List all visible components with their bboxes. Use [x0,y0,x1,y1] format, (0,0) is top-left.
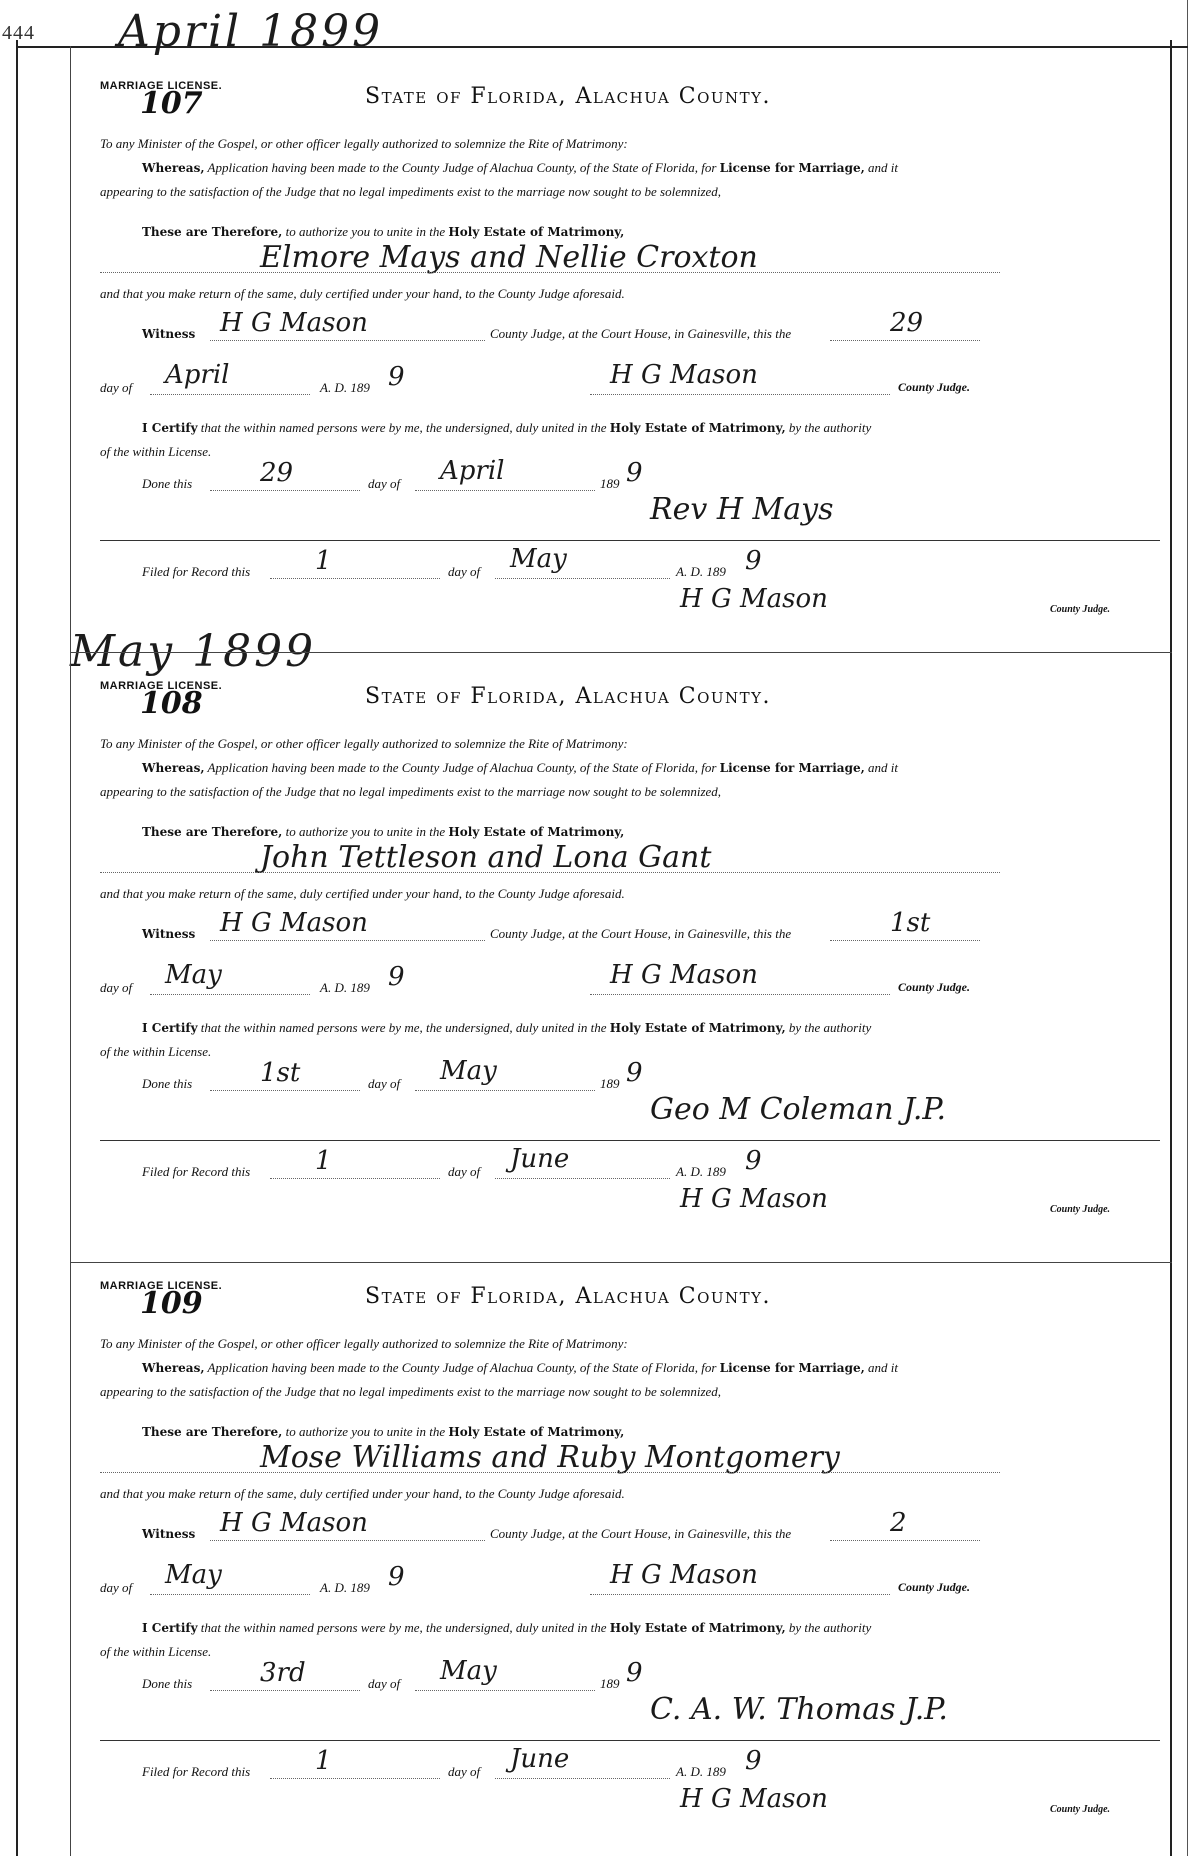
make-return-text: and that you make return of the same, duly certified under your hand, to the County Judge aforesaid. [100,286,625,301]
certify-text: that the within named persons were by me, the undersigned, duly united in the [200,420,607,435]
holy-estate-words: Holy Estate of Matrimony, [448,225,625,239]
of-within-license-text: of the within License. [100,444,212,459]
state-county-title: State of Florida, Alachua County. [365,84,772,109]
filed-for-record-label: Filed for Record this [142,1764,251,1779]
whereas-word: Whereas, [142,1361,205,1375]
parties-names: John Tettleson and Lona Gant [260,840,712,875]
done-day: 3rd [260,1658,306,1688]
filed-year-digit: 9 [745,1146,762,1176]
issue-year-digit: 9 [388,1562,405,1592]
judge-signature: H G Mason [610,960,758,990]
filed-day: 1 [315,546,332,576]
county-judge-small-label: County Judge. [1050,604,1111,615]
ad-label: A. D. 189 [320,1580,370,1595]
these-are-line [142,824,624,840]
day-of-label-2: day of [368,476,401,491]
marriage-license-block [70,1264,1160,1824]
filed-day-line [270,1778,440,1779]
appearing-text: appearing to the satisfaction of the Judge that no legal impediments exist to the marriage now sought to be solemnized, [100,184,722,199]
holy-estate-words: Holy Estate of Matrimony, [448,1425,625,1439]
marriage-license-block [70,664,1160,1224]
page-left-border [16,40,18,1856]
issue-day-line [830,940,980,941]
whereas-line [142,160,898,176]
state-county-title: State of Florida, Alachua County. [365,684,772,709]
these-are-line [142,1424,624,1440]
license-number: 107 [140,86,203,121]
of-within-license-text: of the within License. [100,1644,212,1659]
month-heading-may: May 1899 [70,626,317,677]
parties-line [100,272,1000,273]
appearing-text: appearing to the satisfaction of the Judge that no legal impediments exist to the marriage now sought to be solemnized, [100,784,722,799]
officiant-signature: Geo M Coleman J.P. [650,1092,947,1127]
whereas-text: Application having been made to the County Judge of Alachua County, of the State of Florida, for [207,760,717,775]
filed-year-digit: 9 [745,1746,762,1776]
whereas-line [142,760,898,776]
done-month: May [440,1656,497,1686]
and-it-text: and it [868,760,899,775]
parties-names: Mose Williams and Ruby Montgomery [260,1440,840,1475]
authorize-text: to authorize you to unite in the [285,224,446,239]
year-prefix: 189 [600,476,620,491]
witness-line [210,940,485,941]
filed-day-line [270,1178,440,1179]
witness-judge-name: H G Mason [220,908,368,938]
filed-for-record-label: Filed for Record this [142,564,251,579]
filed-month: May [510,544,567,574]
day-of-label-2: day of [368,1676,401,1691]
these-are-therefore: These are Therefore, [142,1425,283,1439]
done-month: May [440,1056,497,1086]
done-day: 1st [260,1058,301,1088]
these-are-therefore: These are Therefore, [142,825,283,839]
judge-signature-line [590,1594,890,1595]
judge-signature-line [590,394,890,395]
certify-word: I Certify [142,421,198,435]
filed-day: 1 [315,1746,332,1776]
county-judge-label: County Judge. [898,380,971,394]
holy-estate-words: Holy Estate of Matrimony, [448,825,625,839]
appearing-text: appearing to the satisfaction of the Judge that no legal impediments exist to the marriage now sought to be solemnized, [100,1384,722,1399]
these-are-therefore: These are Therefore, [142,225,283,239]
done-year-digit: 9 [626,1658,643,1688]
officiant-signature: C. A. W. Thomas J.P. [650,1692,948,1727]
day-of-label: day of [100,980,133,995]
witness-judge-name: H G Mason [220,308,368,338]
license-number: 109 [140,1286,203,1321]
filed-signature: H G Mason [680,584,828,614]
filed-for-record-label: Filed for Record this [142,1164,251,1179]
done-year-digit: 9 [626,458,643,488]
day-of-label: day of [100,380,133,395]
witness-word: Witness [142,927,196,941]
certify-line [142,1020,871,1036]
issue-day-line [830,1540,980,1541]
issue-month-line [150,1594,310,1595]
ad-label-2: A. D. 189 [676,564,726,579]
day-of-label-2: day of [368,1076,401,1091]
issue-month-line [150,994,310,995]
by-authority-text: by the authority [788,1620,872,1635]
witness-judge-name: H G Mason [220,1508,368,1538]
day-of-label-3: day of [448,1764,481,1779]
ad-label-2: A. D. 189 [676,1764,726,1779]
year-prefix: 189 [600,1676,620,1691]
day-of-label: day of [100,1580,133,1595]
filed-month-line [495,578,670,579]
ad-label-2: A. D. 189 [676,1164,726,1179]
authorize-text: to authorize you to unite in the [285,824,446,839]
done-month-line [415,1690,595,1691]
page-right-border [1170,40,1172,1856]
done-month-line [415,1090,595,1091]
page-number: 444 [2,22,35,44]
issue-day: 29 [890,308,924,338]
filed-signature: H G Mason [680,1784,828,1814]
license-heading: MARRIAGE LICENSE. [100,680,223,692]
and-it-text: and it [868,160,899,175]
county-judge-small-label: County Judge. [1050,1204,1111,1215]
judge-signature: H G Mason [610,1560,758,1590]
whereas-line [142,1360,898,1376]
done-month: April [440,456,505,486]
county-judge-label: County Judge. [898,1580,971,1594]
done-day-line [210,1690,360,1691]
filed-month-line [495,1778,670,1779]
issue-year-digit: 9 [388,362,405,392]
block-divider [70,1262,1172,1263]
page-edge-rule [1187,0,1188,1856]
county-judge-label: County Judge. [898,980,971,994]
make-return-text: and that you make return of the same, duly certified under your hand, to the County Judge aforesaid. [100,886,625,901]
day-of-label-3: day of [448,1164,481,1179]
to-any-minister-text: To any Minister of the Gospel, or other officer legally authorized to solemnize the Rite of Matrimony: [100,736,628,751]
and-it-text: and it [868,1360,899,1375]
ad-label: A. D. 189 [320,980,370,995]
done-year-digit: 9 [626,1058,643,1088]
certify-text: that the within named persons were by me, the undersigned, duly united in the [200,1620,607,1635]
filed-month-line [495,1178,670,1179]
state-county-title: State of Florida, Alachua County. [365,1284,772,1309]
month-heading-april: April 1899 [118,6,384,57]
certify-word: I Certify [142,1021,198,1035]
issue-day: 1st [890,908,931,938]
certify-line [142,1620,871,1636]
done-day-line [210,490,360,491]
officiant-signature: Rev H Mays [650,492,834,527]
done-month-line [415,490,595,491]
holy-estate-words-2: Holy Estate of Matrimony, [609,1621,786,1635]
parties-line [100,1472,1000,1473]
make-return-text: and that you make return of the same, duly certified under your hand, to the County Judge aforesaid. [100,1486,625,1501]
issue-month: May [165,1560,222,1590]
to-any-minister-text: To any Minister of the Gospel, or other officer legally authorized to solemnize the Rite of Matrimony: [100,136,628,151]
authorize-text: to authorize you to unite in the [285,1424,446,1439]
issue-day: 2 [890,1508,907,1538]
block-divider [70,652,1172,653]
whereas-word: Whereas, [142,161,205,175]
court-house-text: County Judge, at the Court House, in Gainesville, this the [490,1526,792,1541]
license-heading: MARRIAGE LICENSE. [100,80,223,92]
filed-day-line [270,578,440,579]
holy-estate-words-2: Holy Estate of Matrimony, [609,1021,786,1035]
whereas-text: Application having been made to the County Judge of Alachua County, of the State of Florida, for [207,160,717,175]
filed-signature: H G Mason [680,1184,828,1214]
section-rule [100,1740,1160,1741]
license-for-marriage: License for Marriage, [719,761,865,775]
witness-line [210,340,485,341]
section-rule [100,540,1160,541]
witness-word: Witness [142,327,196,341]
issue-year-digit: 9 [388,962,405,992]
to-any-minister-text: To any Minister of the Gospel, or other officer legally authorized to solemnize the Rite of Matrimony: [100,1336,628,1351]
license-for-marriage: License for Marriage, [719,1361,865,1375]
filed-year-digit: 9 [745,546,762,576]
done-this-label: Done this [142,476,193,491]
these-are-line [142,224,624,240]
whereas-text: Application having been made to the County Judge of Alachua County, of the State of Florida, for [207,1360,717,1375]
marriage-license-block [70,64,1160,624]
filed-month: June [510,1744,570,1774]
license-heading: MARRIAGE LICENSE. [100,1280,223,1292]
certify-line [142,420,871,436]
filed-month: June [510,1144,570,1174]
issue-month: May [165,960,222,990]
whereas-word: Whereas, [142,761,205,775]
holy-estate-words-2: Holy Estate of Matrimony, [609,421,786,435]
year-prefix: 189 [600,1076,620,1091]
filed-day: 1 [315,1146,332,1176]
license-for-marriage: License for Marriage, [719,161,865,175]
ad-label: A. D. 189 [320,380,370,395]
day-of-label-3: day of [448,564,481,579]
parties-line [100,872,1000,873]
done-this-label: Done this [142,1076,193,1091]
done-day: 29 [260,458,294,488]
county-judge-small-label: County Judge. [1050,1804,1111,1815]
by-authority-text: by the authority [788,1020,872,1035]
certify-text: that the within named persons were by me, the undersigned, duly united in the [200,1020,607,1035]
of-within-license-text: of the within License. [100,1044,212,1059]
judge-signature-line [590,994,890,995]
done-this-label: Done this [142,1676,193,1691]
parties-names: Elmore Mays and Nellie Croxton [260,240,758,275]
license-number: 108 [140,686,203,721]
court-house-text: County Judge, at the Court House, in Gainesville, this the [490,326,792,341]
certify-word: I Certify [142,1621,198,1635]
witness-line [210,1540,485,1541]
section-rule [100,1140,1160,1141]
judge-signature: H G Mason [610,360,758,390]
done-day-line [210,1090,360,1091]
issue-month: April [165,360,230,390]
by-authority-text: by the authority [788,420,872,435]
issue-month-line [150,394,310,395]
witness-word: Witness [142,1527,196,1541]
issue-day-line [830,340,980,341]
court-house-text: County Judge, at the Court House, in Gainesville, this the [490,926,792,941]
